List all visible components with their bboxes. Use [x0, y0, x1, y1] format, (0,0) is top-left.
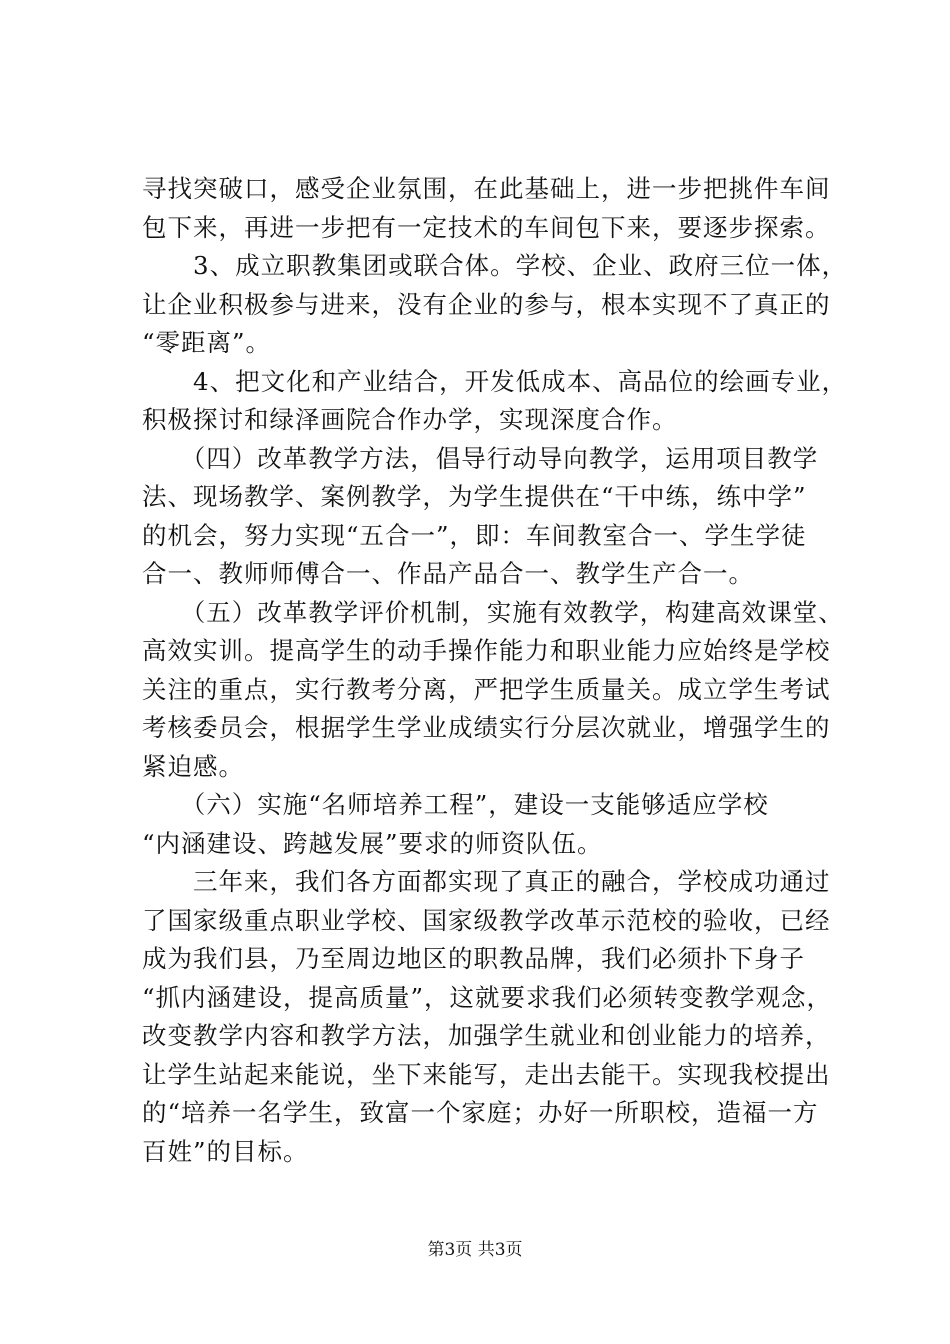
body-line-6: 4、把文化和产业结合，开发低成本、高品位的绘画专业，: [142, 366, 848, 396]
body-line-26: 百姓”的目标。: [142, 1136, 309, 1166]
body-line-2: 包下来，再进一步把有一定技术的车间包下来，要逐步探索。: [142, 212, 831, 242]
body-line-1: 寻找突破口，感受企业氛围，在此基础上，进一步把挑件车间: [142, 174, 831, 203]
body-line-16: 紧迫感。: [142, 751, 244, 781]
body-line-5: “零距离”。: [142, 328, 272, 357]
body-line-18: “内涵建设、跨越发展”要求的师资队伍。: [142, 828, 603, 858]
body-line-8: （四）改革教学方法，倡导行动导向教学，运用项目教学: [142, 443, 819, 473]
body-line-17: （六）实施“名师培养工程”，建设一支能够适应学校: [142, 790, 769, 819]
body-line-14: 关注的重点，实行教考分离，严把学生质量关。成立学生考试: [142, 674, 831, 704]
body-line-23: 改变教学内容和教学方法，加强学生就业和创业能力的培养，: [142, 1021, 831, 1050]
body-line-20: 了国家级重点职业学校、国家级教学改革示范校的验收，已经: [142, 905, 831, 935]
body-line-22: “抓内涵建设，提高质量”，这就要求我们必须转变教学观念，: [142, 982, 833, 1012]
body-line-10: 的机会，努力实现“五合一”，即：车间教室合一、学生学徒: [142, 520, 807, 550]
document-body: [142, 170, 848, 1171]
body-line-9: 法、现场教学、案例教学，为学生提供在“干中练，练中学”: [142, 482, 807, 511]
body-line-25: 的“培养一名学生，致富一个家庭；办好一所职校，造福一方: [142, 1098, 819, 1127]
page-number-footer: 第3页 共3页: [427, 1240, 523, 1260]
body-line-4: 让企业积极参与进来，没有企业的参与，根本实现不了真正的: [142, 289, 831, 319]
body-line-21: 成为我们县，乃至周边地区的职教品牌，我们必须扑下身子: [142, 944, 805, 973]
body-line-3: 3、成立职教集团或联合体。学校、企业、政府三位一体，: [142, 251, 848, 280]
body-line-19: 三年来，我们各方面都实现了真正的融合，学校成功通过: [142, 867, 831, 896]
body-line-12: （五）改革教学评价机制，实施有效教学，构建高效课堂、: [142, 597, 844, 627]
body-line-15: 考核委员会，根据学生学业成绩实行分层次就业，增强学生的: [142, 713, 831, 742]
body-line-11: 合一、教师师傅合一、作品产品合一、教学生产合一。: [142, 559, 754, 588]
body-line-7: 积极探讨和绿泽画院合作办学，实现深度合作。: [142, 405, 678, 434]
body-line-24: 让学生站起来能说，坐下来能写，走出去能干。实现我校提出: [142, 1059, 831, 1089]
body-line-13: 高效实训。提高学生的动手操作能力和职业能力应始终是学校: [142, 636, 831, 665]
